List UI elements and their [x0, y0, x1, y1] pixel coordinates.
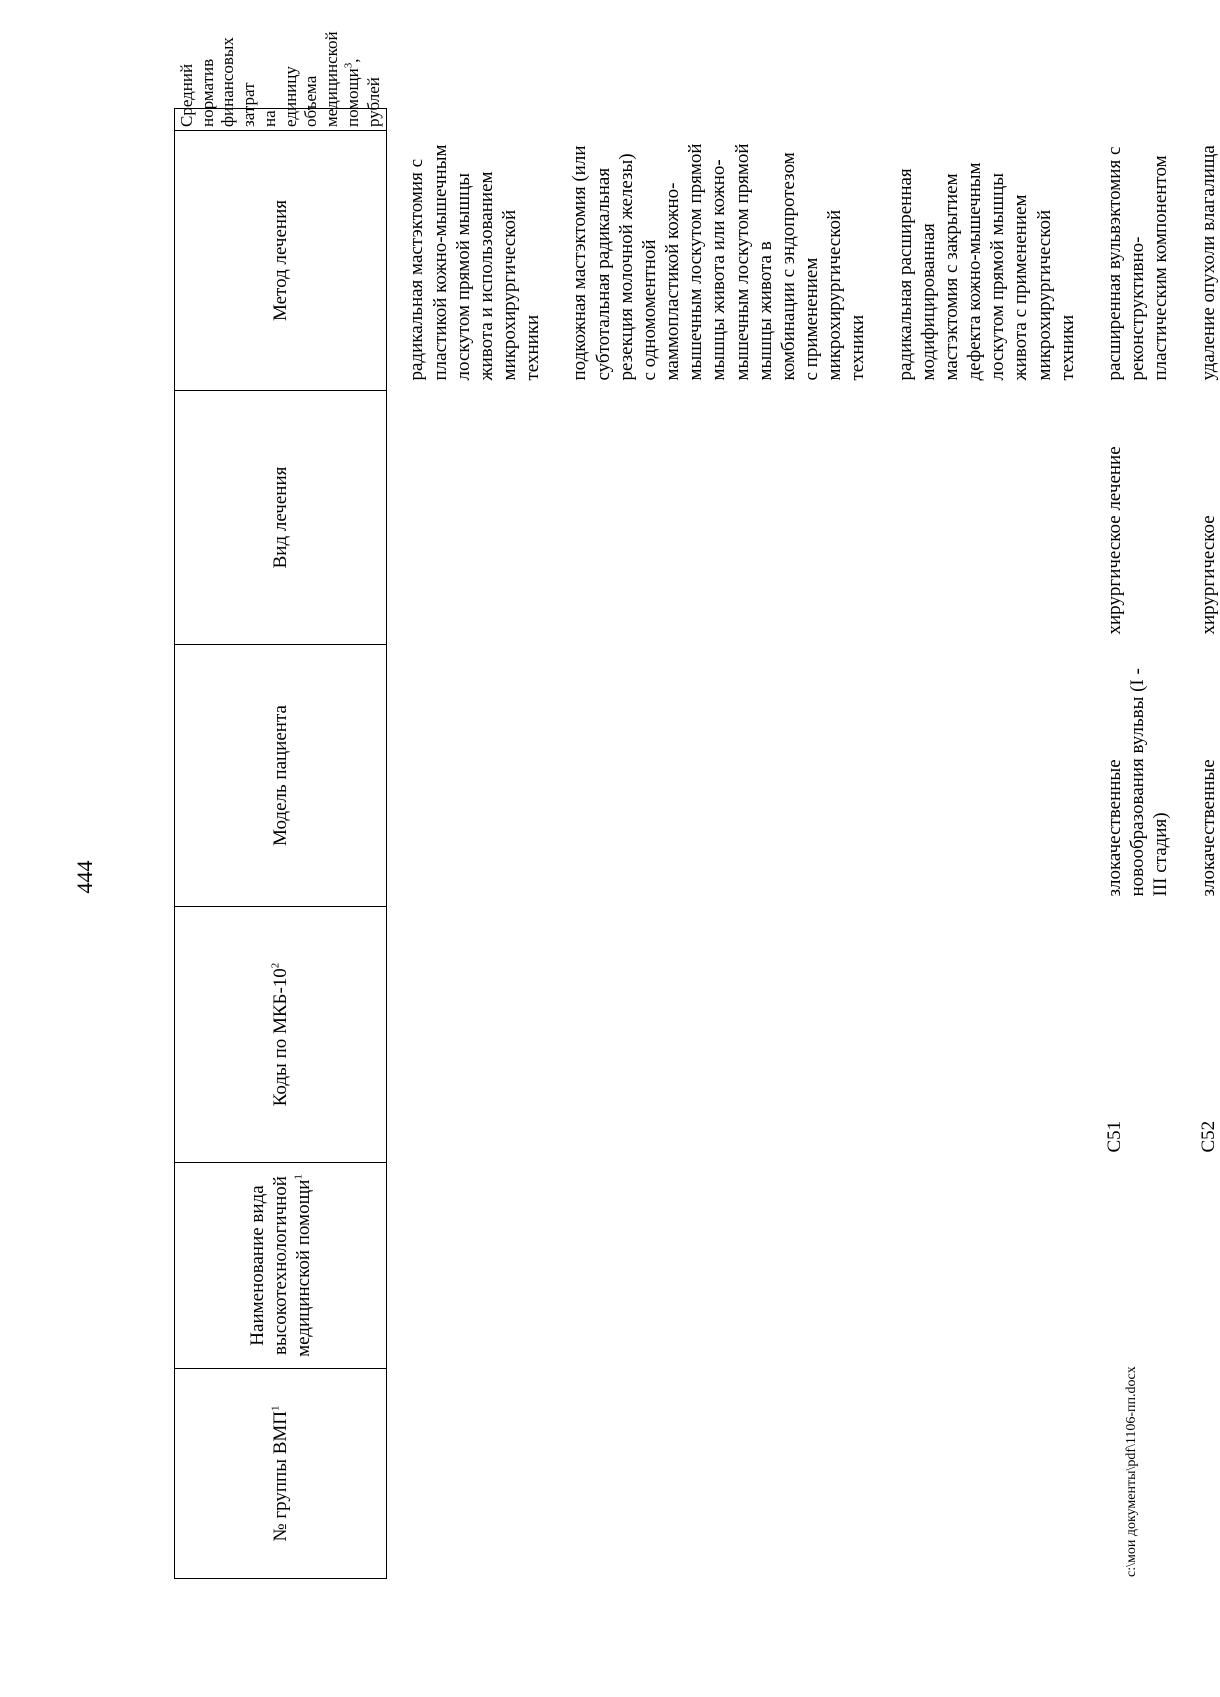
cell-group — [544, 1369, 869, 1579]
cell-type — [870, 391, 1079, 645]
cell-model: злокачественные — [1197, 759, 1219, 897]
header-group-no — [175, 1369, 387, 1579]
header-cost-line — [342, 58, 384, 127]
cell-code — [544, 907, 869, 1163]
cell-model — [544, 645, 869, 907]
cell-method: радикальная мастэктомия с пластикой кожно-мышечным лоскутом прямой мышцы живота и использованием микрохирургической техники — [406, 144, 544, 381]
cell-name — [544, 1163, 869, 1369]
table-row — [387, 109, 545, 1579]
cell-code — [387, 907, 545, 1163]
cell-cost — [544, 109, 869, 131]
header-name — [175, 1163, 387, 1369]
header-codes-text: Коды по МКБ-10 — [270, 968, 292, 1107]
cell-cost — [387, 109, 545, 131]
header-group-no-text: № группы ВМП — [270, 1410, 292, 1542]
header-method: Метод лечения — [175, 131, 387, 391]
cell-model — [387, 645, 545, 907]
cell-type — [544, 391, 869, 645]
cell-cost — [870, 109, 1079, 131]
cell-name — [870, 1163, 1079, 1369]
cell-type — [387, 391, 545, 645]
cell-code: C51 — [1103, 1120, 1125, 1153]
header-cost-line: затрат на единицу — [239, 66, 300, 127]
header-cost-line: медицинской — [322, 31, 342, 127]
cell-name — [1173, 1163, 1220, 1369]
cell-group — [387, 1369, 545, 1579]
header-cost-line: финансовых — [218, 37, 238, 127]
cell-type: хирургическое — [1197, 515, 1219, 635]
header-cost — [175, 31, 387, 131]
header-cost-text: , рублей — [342, 58, 383, 127]
cell-group — [870, 1369, 1079, 1579]
cell-cost — [1079, 109, 1173, 131]
header-name-text: Наименование вида высокотехнологичной медицинской помощи — [246, 1176, 315, 1357]
cell-name — [387, 1163, 545, 1369]
header-codes — [175, 907, 387, 1163]
header-cost-text: помощи — [342, 68, 362, 127]
cell-type: хирургическое лечение — [1103, 446, 1125, 635]
cell-model — [870, 645, 1079, 907]
table-row — [1173, 109, 1220, 1579]
cell-cost — [1173, 109, 1220, 131]
cell-code — [870, 907, 1079, 1163]
footnote-marker: 3 — [342, 62, 355, 69]
cell-code: C52 — [1197, 1120, 1219, 1153]
page-number: 444 — [72, 860, 97, 894]
table-row — [870, 109, 1079, 1579]
cell-model: злокачественные новообразования вульвы (I - III стадия) — [1103, 668, 1172, 897]
cell-method: расширенная вульвэктомия с реконструктивно-пластическим компонентом — [1103, 146, 1172, 381]
cell-method: удаление опухоли влагалища — [1197, 145, 1219, 381]
header-model: Модель пациента — [175, 645, 387, 907]
table-row — [544, 109, 869, 1579]
footer-file-path: c:\мои документы\pdf\1106-пп.docx — [1124, 1366, 1139, 1577]
footnote-marker: 1 — [269, 1405, 282, 1411]
table-header-row — [175, 109, 387, 1579]
table-row — [1079, 109, 1173, 1579]
header-cost-line: объема — [301, 75, 321, 127]
header-cost-line: Средний норматив — [177, 58, 217, 127]
cell-name — [1079, 1163, 1173, 1369]
cell-method: радикальная расширенная модифицированная мастэктомия с закрытием дефекта кожно-мышечным лоскутом прямой мышцы живота с применением микрохирургической техники — [894, 162, 1078, 381]
header-type: Вид лечения — [175, 391, 387, 645]
cell-method: подкожная мастэктомия (или субтотальная радикальная резекция молочной железы) с одномоментной маммопластикой кожно-мышечным лоскутом прямой мышцы живота или кожно-мышечным лоскутом прямой мышцы живота в комбинации с эндопротезом с применением микрохирургической техники — [569, 143, 869, 381]
footnote-marker: 2 — [269, 962, 282, 969]
cell-group — [1173, 1369, 1220, 1579]
footnote-marker: 1 — [292, 1174, 305, 1180]
hmp-table — [174, 31, 1220, 1579]
